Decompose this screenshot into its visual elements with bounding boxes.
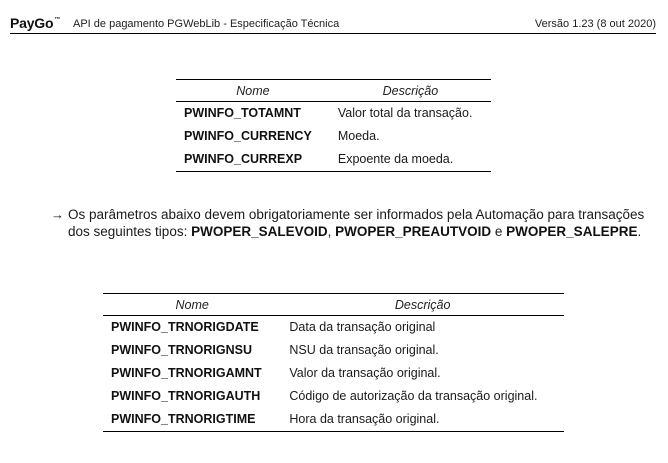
parameter-name: PWINFO_TRNORIGTIME <box>103 408 281 432</box>
bullet-text <box>68 206 651 240</box>
parameter-description: Valor total da transação. <box>337 106 473 120</box>
brand-logo <box>10 15 60 31</box>
table-row <box>103 408 564 432</box>
operation-saleVoid: PWOPER_SALEVOID <box>191 224 328 239</box>
brand-name: PayGo <box>10 15 54 31</box>
table-row <box>103 362 564 385</box>
parameter-name: PWINFO_CURREXP <box>176 148 330 172</box>
parameter-name: PWINFO_TRNORIGDATE <box>111 320 259 334</box>
parameter-name: PWINFO_CURRENCY <box>184 129 312 143</box>
document-title: API de pagamento PGWebLib - Especificação Técnica <box>73 18 340 30</box>
parameter-description: Expoente da moeda. <box>330 148 491 172</box>
table-header-row <box>176 80 491 102</box>
column-header-description: Descrição <box>330 80 491 102</box>
table-row <box>176 102 491 126</box>
parameter-name: PWINFO_TRNORIGAUTH <box>111 389 261 403</box>
document-version: Versão 1.23 (8 out 2020) <box>534 18 656 30</box>
parameter-name: PWINFO_TRNORIGAMNT <box>111 366 262 380</box>
arrow-right-icon: → <box>51 207 64 222</box>
table-row <box>176 148 491 172</box>
table-row <box>103 316 564 340</box>
period: . <box>637 224 642 239</box>
operation-preautVoid: PWOPER_PREAUTVOID <box>335 224 492 239</box>
column-header-name: Nome <box>103 294 281 316</box>
parameter-description: NSU da transação original. <box>289 343 439 357</box>
bullet-paragraph <box>51 206 651 240</box>
parameter-description: Hora da transação original. <box>281 408 564 432</box>
table-row <box>103 385 564 408</box>
parameter-description: Moeda. <box>337 129 380 143</box>
trademark-mark: ™ <box>54 17 61 23</box>
parameters-table-1 <box>176 79 491 172</box>
operation-salePre: PWOPER_SALEPRE <box>506 224 638 239</box>
separator: , <box>327 224 336 239</box>
table-row <box>176 125 491 148</box>
parameters-table-2 <box>103 293 564 432</box>
table-row <box>103 339 564 362</box>
parameter-description: Valor da transação original. <box>289 366 441 380</box>
page-header <box>10 13 656 34</box>
column-header-name: Nome <box>176 80 330 102</box>
parameter-description: Data da transação original <box>289 320 436 334</box>
separator: e <box>491 224 507 239</box>
parameter-name: PWINFO_TOTAMNT <box>184 106 301 120</box>
parameter-description: Código de autorização da transação original. <box>289 389 538 403</box>
column-header-description: Descrição <box>281 294 564 316</box>
bullet-text-intro: Os parâmetros abaixo devem obrigatoriamente ser informados pela Automação para transações dos seguintes tipos: <box>68 207 645 239</box>
table-header-row <box>103 294 564 316</box>
parameter-name: PWINFO_TRNORIGNSU <box>111 343 252 357</box>
